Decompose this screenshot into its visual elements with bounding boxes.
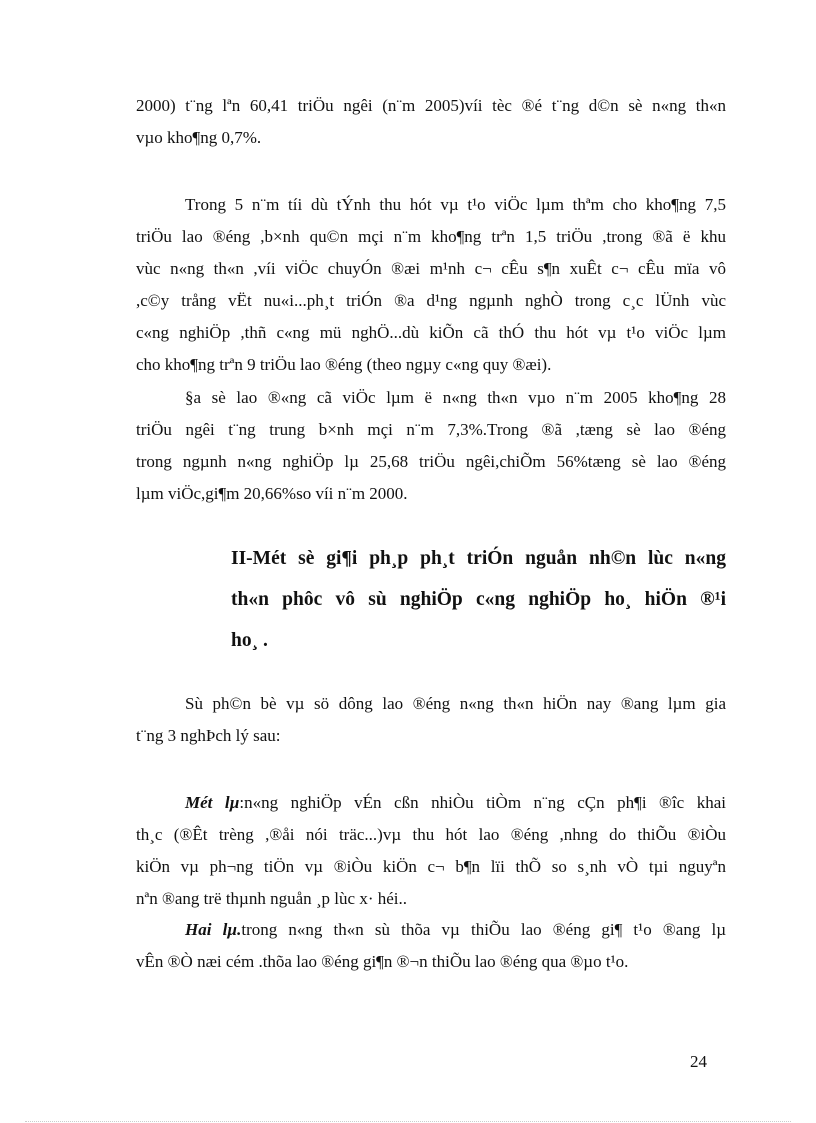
text-line: triÖu lao ®éng ,b×nh qu©n mçi n¨m kho¶ng trªn 1,5 triÖu ,trong ®ã ë khu xyxy=(136,227,726,246)
text-line: Sù ph©n bè vµ sö dông lao ®éng n«ng th«n hiÖn nay ®ang lµm gia xyxy=(185,694,726,713)
text-line: lµm viÖc,gi¶m 20,66%so víi n¨m 2000. xyxy=(136,484,408,503)
text-line: c«ng nghiÖp ,thñ c«ng mü nghÖ...dù kiÕn cã thÓ thu hót vµ t¹o viÖc lµm xyxy=(136,323,726,342)
paragraph-labor-statistics xyxy=(136,382,726,510)
text-line: ,c©y trång vËt nu«i...ph¸t triÓn ®a d¹ng ngµnh nghÒ trong c¸c lÜnh vùc xyxy=(136,291,726,310)
heading-line: th«n phôc vô sù nghiÖp c«ng nghiÖp ho¸ hiÖn ®¹i xyxy=(231,589,726,610)
point-two-text: trong n«ng th«n sù thõa vµ thiÕu lao ®éng gi¶ t¹o ®ang lµ xyxy=(241,920,726,939)
paragraph-intro xyxy=(136,688,726,752)
section-heading xyxy=(231,538,726,661)
text-line: th¸c (®Êt trèng ,®åi nói träc...)vµ thu hót lao ®éng ,nhng do thiÕu ®iÒu xyxy=(136,825,726,844)
paragraph-population xyxy=(136,90,726,154)
page-number: 24 xyxy=(690,1052,707,1071)
heading-line: II-Mét sè gi¶i ph¸p ph¸t triÓn nguån nh©n lùc n«ng xyxy=(231,548,726,569)
point-one-text: :n«ng nghiÖp vÉn cßn nhiÒu tiÒm n¨ng cÇn ph¶i ®îc khai xyxy=(239,793,727,812)
heading-line: ho¸ . xyxy=(231,630,268,651)
point-one-label: Mét lµ xyxy=(185,793,240,812)
text-line: §a sè lao ®«ng cã viÖc lµm ë n«ng th«n vµo n¨m 2005 kho¶ng 28 xyxy=(185,388,726,407)
text-line: t¨ng 3 nghÞch lý sau: xyxy=(136,726,281,745)
text-line xyxy=(136,914,726,946)
text-line: cho kho¶ng trªn 9 triÖu lao ®éng (theo ngµy c«ng quy ®æi). xyxy=(136,355,552,374)
page-bottom-divider xyxy=(25,1121,791,1122)
paragraph-point-two xyxy=(136,914,726,978)
text-line: 2000) t¨ng lªn 60,41 triÖu ngêi (n¨m 2005)víi tèc ®é t¨ng d©n sè n«ng th«n xyxy=(136,96,726,115)
text-line: Trong 5 n¨m tíi dù tÝnh thu hót vµ t¹o viÖc lµm thªm cho kho¶ng 7,5 xyxy=(185,195,726,214)
text-line: vµo kho¶ng 0,7%. xyxy=(136,128,262,147)
text-line: nªn ®ang trë thµnh nguån ¸p lùc x· héi.. xyxy=(136,889,408,908)
text-line: vùc n«ng th«n ,víi viÖc chuyÓn ®æi m¹nh c¬ cÊu s¶n xuÊt c¬ cÊu mïa vô xyxy=(136,259,726,278)
text-line: kiÖn vµ ph¬ng tiÖn vµ ®iÒu kiÖn c¬ b¶n lïi thÕ so s¸nh vÒ tµi nguyªn xyxy=(136,857,726,876)
paragraph-job-creation xyxy=(136,189,726,381)
point-two-label: Hai lµ. xyxy=(185,920,242,939)
paragraph-point-one xyxy=(136,787,726,915)
text-line: trong ngµnh n«ng nghiÖp lµ 25,68 triÖu ngêi,chiÕm 56%tæng sè lao ®éng xyxy=(136,452,726,471)
text-line: vÊn ®Ò næi cém .thõa lao ®éng gi¶n ®¬n thiÕu lao ®éng qua ®µo t¹o. xyxy=(136,952,629,971)
text-line xyxy=(136,787,726,819)
text-line: triÖu ngêi t¨ng trung b×nh mçi n¨m 7,3%.Trong ®ã ,tæng sè lao ®éng xyxy=(136,420,726,439)
